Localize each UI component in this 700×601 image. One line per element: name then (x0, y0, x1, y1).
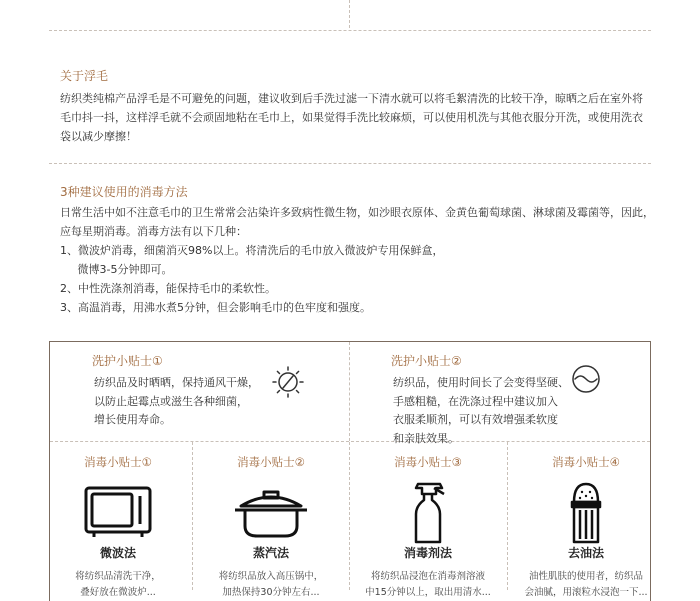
disinfection-line: 微博3-5分钟即可。 (60, 263, 173, 276)
care-tip-line: 和亲肤效果。 (393, 431, 459, 445)
disinfect-method-desc (196, 569, 346, 601)
about-lint-title: 关于浮毛 (60, 69, 109, 83)
desc-line: 将纺织品浸泡在消毒剂溶液 (370, 571, 485, 582)
care-tip-line: 手感粗糙，在洗涤过程中建议加入 (393, 394, 558, 408)
disinfection-line: 1、微波炉消毒，细菌消灭98%以上。将清洗后的毛巾放入微波炉专用保鲜盒， (60, 244, 444, 257)
disinfect-tip-3 (353, 441, 503, 601)
disinfect-tip-title: 消毒小贴士② (237, 455, 305, 469)
disinfect-method-name: 微波法 (99, 546, 136, 560)
care-tip-line: 纺织品及时晒晒，保持通风干燥， (94, 376, 259, 389)
disinfection-line: 日常生活中如不注意毛巾的卫生常常会沾染许多致病性微生物，如沙眼衣原体、金黄色葡萄球菌、淋球菌及霉菌等，因此， (60, 206, 654, 219)
disinfect-tip-title: 消毒小贴士④ (552, 455, 620, 469)
disinfect-tip-2 (196, 441, 346, 601)
care-tip-1-text (94, 374, 259, 430)
disinfect-method-desc (43, 569, 193, 601)
sun-icon (271, 365, 305, 399)
care-tip-line: 以防止起霉点或滋生各种细菌， (94, 394, 248, 408)
steamer-pot-icon (231, 482, 311, 544)
about-lint-line: 毛巾抖一抖，这样浮毛就不会顽固地粘在毛巾上，如果觉得手洗比较麻烦，可以使用机洗与其他衣服分开洗，或使用洗衣 (60, 111, 643, 124)
top-divider-vertical (349, 0, 350, 28)
column-divider-3 (507, 442, 508, 590)
about-lint-line: 袋以减少摩擦！ (60, 130, 137, 143)
desc-line: 中15分钟以上，取出用清水... (365, 587, 491, 598)
disinfect-method-name: 蒸汽法 (252, 546, 289, 560)
disinfect-tip-1 (43, 441, 193, 601)
disinfect-tip-title: 消毒小贴士① (84, 455, 152, 469)
disinfection-title: 3种建议使用的消毒方法 (60, 185, 188, 199)
disinfect-method-name: 去油法 (567, 546, 604, 560)
desc-line: 会油腻，用滚粒水浸泡一下... (524, 587, 648, 598)
disinfection-text (60, 203, 654, 317)
salt-shaker-icon (546, 482, 626, 544)
care-tip-2-title: 洗护小贴士② (391, 354, 462, 368)
care-tip-line: 衣服柔顺剂，可以有效增强柔软度 (393, 413, 558, 426)
disinfect-tip-4 (511, 441, 661, 601)
disinfect-method-name: 消毒剂法 (403, 546, 452, 560)
spray-bottle-icon (388, 482, 468, 544)
disinfect-method-desc (511, 569, 661, 601)
disinfection-line: 2、中性洗涤剂消毒，能保持毛巾的柔软性。 (60, 282, 276, 295)
column-divider-2 (349, 442, 350, 590)
desc-line: 加热保持30分钟左右... (222, 587, 320, 598)
disinfection-line: 应每星期消毒。消毒方法有以下几种： (60, 225, 247, 238)
care-tip-line: 纺织品，使用时间长了会变得坚硬、 (393, 376, 569, 389)
desc-line: 将纺织品清洗干净， (75, 571, 161, 582)
disinfection-line: 3、高温消毒，用沸水煮5分钟，但会影响毛巾的色牢度和强度。 (60, 301, 371, 314)
care-tip-2-text (393, 374, 569, 448)
care-tip-line: 增长使用寿命。 (94, 413, 171, 426)
section-divider (49, 163, 651, 164)
desc-line: 将纺织品放入高压锅中， (218, 571, 324, 582)
desc-line: 叠好放在微波炉... (80, 587, 156, 598)
about-lint-line: 纺织类纯棉产品浮毛是不可避免的问题，建议收到后手洗过滤一下清水就可以将毛絮清洗的比较干净，晾晒之后在室外将 (60, 92, 643, 105)
top-divider (49, 30, 651, 31)
softener-icon (569, 362, 603, 396)
care-tip-1-title: 洗护小贴士① (92, 354, 163, 368)
tips-divider-vertical (349, 342, 350, 441)
disinfect-method-desc (353, 569, 503, 601)
microwave-icon (78, 482, 158, 544)
desc-line: 油性肌肤的使用者，纺织品 (528, 571, 643, 582)
about-lint-text (60, 89, 643, 146)
disinfect-tip-title: 消毒小贴士③ (394, 455, 462, 469)
